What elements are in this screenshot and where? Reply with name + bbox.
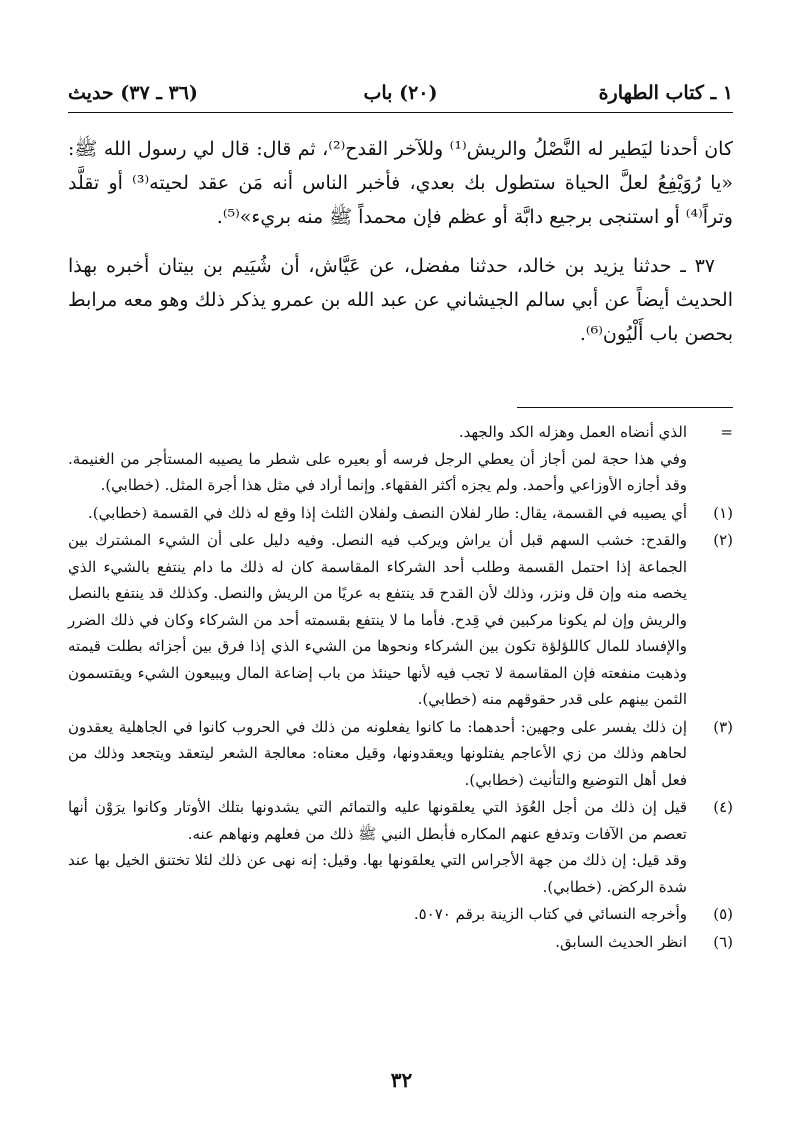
footnote [68,714,733,794]
footnote-paragraph: الذي أنضاه العمل وهزله الكد والجهد. [458,423,687,441]
running-header [68,76,733,113]
footnote-paragraph: قيل إن ذلك من أجل العُوَذ التي يعلقونها عليه والتمائم التي يشدونها بتلك الأوتار وكانوا يرَوْن أنها تعصم من الآفات وتدفع عنهم المكاره فأبطل النبي ﷺ ذلك من فعلهم ونهاهم عنه. [68,798,687,843]
chapter-label: (٢٠) باب [363,82,438,104]
footnote-paragraph: إن ذلك يفسر على وجهين: أحدهما: ما كانوا يفعلونه من ذلك في الحروب كانوا في الجاهلية يعقدون لحاهم وذلك من زي الأعاجم يفتلونها ويعقدونها، وقيل معناه: معالجة الشعر ليتعقد ويتجعد وذلك من فعل أهل التوضيع والتأنيث (خطابي). [68,717,687,789]
footnote-number: (٦) [713,932,733,951]
footnote-paragraph: وفي هذا حجة لمن أجاز أن يعطي الرجل فرسه أو بعيره على شطر ما يصيبه المستأجر من الغنيمة. وقد أجازه الأوزاعي وأحمد. ولم يجزه أكثر الفقهاء. وإنما أراد في مثل هذا أجرة المثل. (خطابي). [68,449,687,494]
hadith-text-37: ٣٧ ـ حدثنا يزيد بن خالد، حدثنا مفضل، عن عَيَّاش، أن شُيَيم بن بيتان أخبره بهذا الحديث أيضاً عن أبي سالم الجيشاني عن عبد الله بن عمرو يذكر ذلك وهو معه مرابط بحصن باب أَلْيُون⁽⁶⁾. [68,255,733,345]
footnote-paragraph: والقدح: خشب السهم قبل أن يراش ويركب فيه النصل. وفيه دليل على أن الشيء المشترك بين الجماعة إذا احتمل القسمة وطلب أحد الشركاء المقاسمة كان له ذلك ما دام ينتفع بالشيء الذي يخصه منه وإن قل ونزر، وذلك لأن القدح قد ينتفع به عريًا من الريش والنصل. وكذلك قد ينتفع بالنصل والريش وإن لم يكونا مركبين في قِدح. فأما ما لا ينتفع بقسمته أحد من الشركاء وكان في ذلك الضرر والإفساد للمال كاللؤلؤة تكون بين الشركاء ونحوها من الشيء الذي إذا فرق بين أجزائه بطلت قيمته وذهبت منفعته فإن المقاسمة لا تجب فيه لأنها حينئذ من باب إضاعة المال ويبيعون الشيء ويقتسمون الثمن بينهم على قدر حقوقهم منه (خطابي). [68,531,687,708]
footnote-number: = [720,423,733,441]
main-text [68,132,733,366]
hadith-range: (٣٦ ـ ٣٧) حديث [68,82,198,104]
footnote-separator [517,407,733,408]
footnotes [68,419,733,956]
footnote [68,929,733,956]
footnote-body [68,527,687,713]
book-title: ١ ـ كتاب الطهارة [598,82,733,104]
footnote [68,901,733,928]
page-number: ٣٢ [390,1068,413,1092]
footnote [68,419,733,499]
footnote-number: (١) [713,503,733,522]
footnote-paragraph: أي يصيبه في القسمة، يقال: طار لفلان النصف ولفلان الثلث إذا وقع له ذلك في القسمة (خطابي). [87,503,687,522]
footnote-body [68,929,687,956]
footnote-number: (٢) [713,531,733,549]
footnote-body [68,714,687,794]
footnote [68,527,733,713]
footnote [68,500,733,527]
footnote-paragraph: وأخرجه النسائي في كتاب الزينة برقم ٥٠٧٠. [413,905,687,923]
hadith-text-36: كان أحدنا ليَطير له النَّصْلُ والريش⁽¹⁾ وللآخر القدح⁽²⁾، ثم قال: قال لي رسول الله ﷺ: «يا رُوَيْفِعُ لعلَّ الحياة ستطول بك بعدي، فأخبر الناس أنه مَن عقد لحيته⁽³⁾ أو تقلَّد وتراً⁽⁴⁾ أو استنجى برجيع دابَّة أو عظم فإن محمداً ﷺ منه بريء»⁽⁵⁾. [68,138,734,228]
footnote [68,794,733,900]
footnote-body [68,419,687,499]
footnote-number: (٣) [713,717,733,736]
footnote-body [68,901,687,928]
footnote-number: (٥) [713,905,733,923]
footnote-body [68,794,687,900]
footnote-paragraph: وقد قيل: إن ذلك من جهة الأجراس التي يعلقونها بها. وقيل: إنه نهى عن ذلك لئلا تختنق الخيل بها عند شدة الركض. (خطابي). [68,851,687,896]
footnote-paragraph: انظر الحديث السابق. [555,932,687,951]
footnote-number: (٤) [713,798,733,816]
footnote-body [68,500,687,527]
